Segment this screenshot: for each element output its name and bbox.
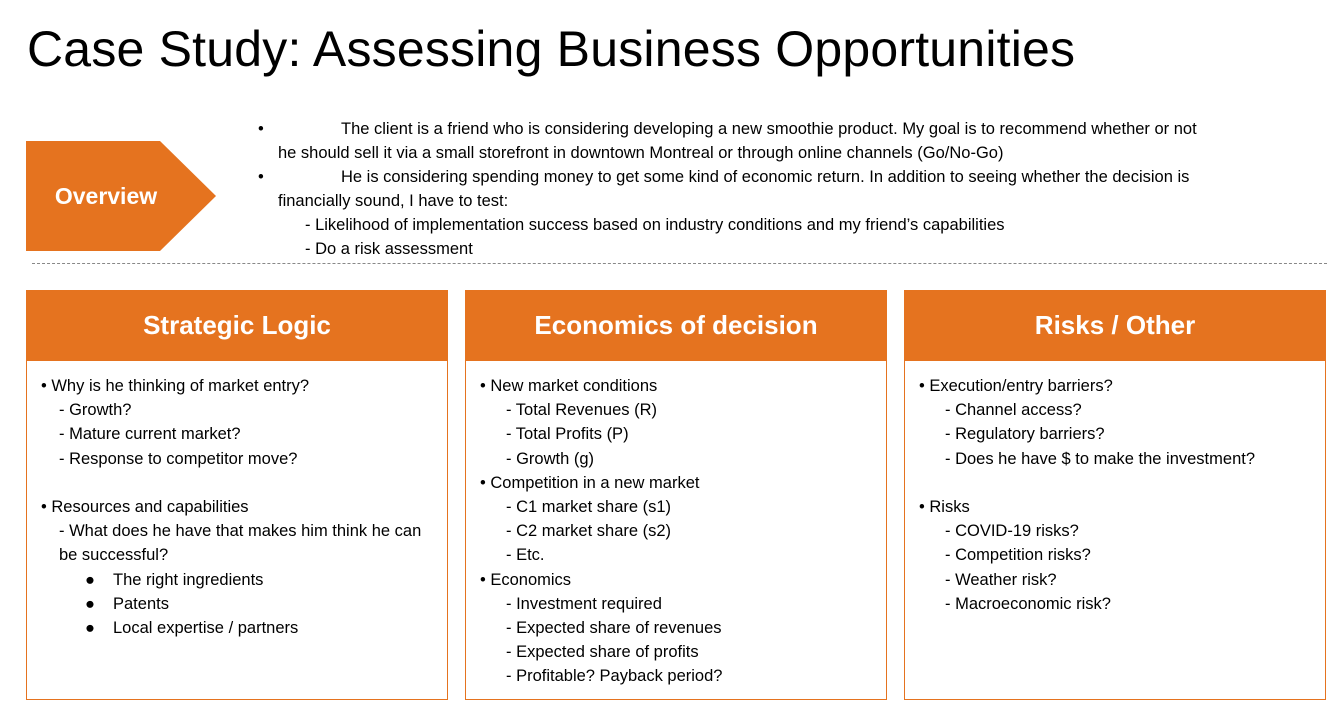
list-item [41, 616, 433, 640]
list-item: • Why is he thinking of market entry? [41, 377, 310, 395]
list-item: - Investment required [506, 594, 662, 613]
list-item: - Mature current market? [59, 425, 241, 444]
overview-bullet [258, 117, 1318, 165]
panel-title: Risks / Other [904, 290, 1326, 361]
overview-label: Overview [54, 182, 158, 209]
overview-text [258, 117, 1318, 261]
list-item: - Etc. [506, 546, 545, 565]
panel-body [26, 361, 448, 700]
list-item: • New market conditions [480, 377, 658, 395]
list-item: • Competition in a new market [480, 473, 700, 492]
list-item: - Growth? [59, 401, 132, 420]
list-item: • Resources and capabilities [41, 498, 249, 516]
list-item: - Expected share of revenues [506, 619, 722, 638]
panel-economics-of-decision [465, 290, 887, 700]
bullet-icon: ● [85, 619, 95, 638]
spacer [41, 471, 433, 495]
bullet-icon: ● [85, 594, 95, 613]
overview-bullet-text-cont: he should sell it via a small storefront in downtown Montreal or through online channels (Go/No-Go) [278, 144, 1004, 162]
page-title: Case Study: Assessing Business Opportunities [27, 21, 1076, 77]
list-item: - Channel access? [945, 401, 1082, 420]
list-item: - Growth (g) [506, 449, 595, 468]
list-item-text: The right ingredients [113, 570, 264, 589]
list-item: - Total Revenues (R) [506, 401, 658, 420]
panel-risks-other [904, 290, 1326, 700]
bullet-icon: • [258, 168, 264, 186]
list-item [41, 568, 433, 592]
list-item: • Risks [919, 498, 970, 516]
list-item: - Macroeconomic risk? [945, 594, 1111, 613]
spacer [919, 471, 1311, 495]
bullet-icon: ● [85, 570, 95, 589]
bullet-icon: • [258, 120, 264, 138]
overview-subitem: - Do a risk assessment [305, 240, 473, 258]
list-item: - Regulatory barriers? [945, 425, 1105, 444]
list-item: - C1 market share (s1) [506, 498, 672, 517]
overview-bullet-text: He is considering spending money to get some kind of economic return. In addition to seeing whether the decision is [341, 168, 1190, 186]
dashed-divider [32, 263, 1327, 264]
panel-body [465, 361, 887, 700]
overview-bullet-text: The client is a friend who is considering developing a new smoothie product. My goal is to recommend whether or not [341, 120, 1197, 138]
panel-title: Strategic Logic [26, 290, 448, 361]
overview-bullet-text-cont: financially sound, I have to test: [278, 192, 509, 210]
list-item: • Execution/entry barriers? [919, 377, 1113, 395]
list-item: - Does he have $ to make the investment? [945, 449, 1256, 468]
list-item: - Weather risk? [945, 570, 1057, 589]
panel-title: Economics of decision [465, 290, 887, 361]
list-item: - What does he have that makes him think he can be successful? [59, 522, 422, 565]
list-item: - C2 market share (s2) [506, 522, 672, 541]
list-item-text: Patents [113, 594, 169, 613]
list-item-text: Local expertise / partners [113, 619, 299, 638]
overview-subitem: - Likelihood of implementation success based on industry conditions and my friend’s capabilities [305, 216, 1005, 234]
overview-arrow-shape [26, 141, 216, 251]
list-item: - Profitable? Payback period? [506, 667, 723, 686]
overview-bullet [258, 165, 1318, 213]
panel-strategic-logic [26, 290, 448, 700]
list-item: - Response to competitor move? [59, 449, 298, 468]
list-item: - Competition risks? [945, 546, 1091, 565]
list-item: - Total Profits (P) [506, 425, 629, 444]
list-item: - COVID-19 risks? [945, 522, 1079, 541]
list-item: - Expected share of profits [506, 643, 699, 662]
panel-body [904, 361, 1326, 700]
list-item: • Economics [480, 570, 572, 589]
list-item [41, 592, 433, 616]
